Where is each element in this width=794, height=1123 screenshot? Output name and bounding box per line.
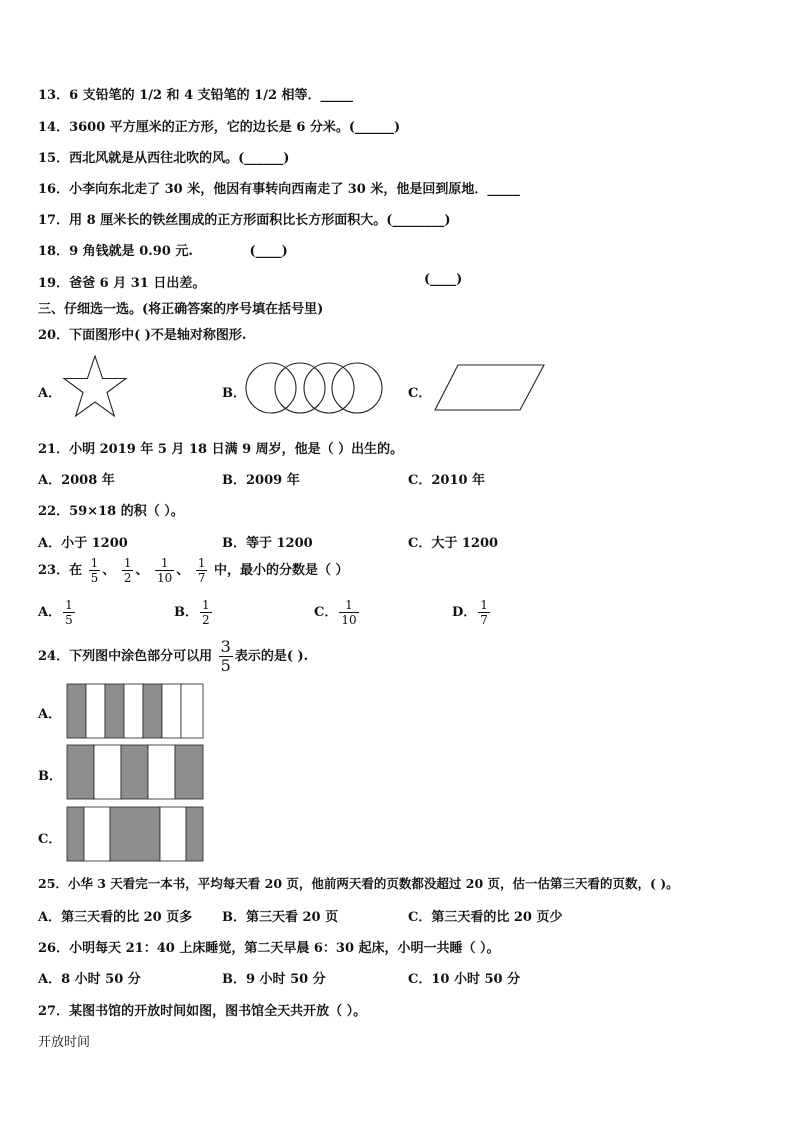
option-label: D．	[452, 605, 477, 620]
fraction-denominator: 2	[202, 613, 210, 627]
fraction-1-2	[122, 556, 134, 585]
option-label: B．	[174, 605, 198, 620]
question-24-stem	[38, 638, 308, 675]
question-19-blank: (____)	[424, 272, 463, 287]
question-20-option-b-label: B．	[222, 386, 246, 401]
question-23-stem	[38, 556, 349, 585]
fraction-denominator: 7	[197, 571, 206, 585]
strip-figure-c	[66, 806, 206, 862]
question-22-option-a: A．小于 1200	[38, 536, 128, 551]
question-23-option-c	[314, 598, 361, 627]
fraction-numerator: 1	[155, 556, 174, 571]
question-26-option-b: B．9 小时 50 分	[222, 972, 326, 987]
fraction-1-7	[196, 556, 208, 585]
fraction-numerator: 1	[197, 556, 206, 570]
question-23-option-b	[174, 598, 214, 627]
question-24-option-c-label: C．	[38, 832, 62, 847]
opening-hours-caption: 开放时间	[38, 1035, 91, 1050]
question-24-option-b-label: B．	[38, 769, 62, 784]
fraction-denominator: 2	[123, 571, 132, 585]
question-16: 16．小李向东北走了 30 米，他因有事转向西南走了 30 米，他是回到原地．_____	[38, 182, 520, 197]
separator: 、	[135, 563, 149, 578]
question-22-stem: 22．59×18 的积（ ）。	[38, 504, 184, 519]
fraction-3-5	[219, 638, 233, 675]
fraction-denominator: 5	[220, 656, 231, 675]
question-21-option-a: A．2008 年	[38, 473, 115, 488]
fraction-denominator: 7	[480, 613, 488, 627]
fraction-1-10	[155, 556, 174, 585]
question-25-option-c: C．第三天看的比 20 页少	[408, 910, 563, 925]
fraction-denominator: 5	[90, 571, 99, 585]
fraction-numerator: 1	[65, 598, 73, 612]
fraction-1-5	[89, 556, 101, 585]
star-figure	[62, 354, 128, 420]
question-24-suffix: 表示的是( ).	[234, 649, 309, 664]
fraction-numerator: 1	[123, 556, 132, 570]
fraction-denominator: 10	[157, 571, 173, 585]
question-20-option-c-label: C．	[408, 386, 432, 401]
question-25-option-b: B．第三天看 20 页	[222, 910, 339, 925]
strip-figure-a	[66, 683, 206, 739]
question-21-stem: 21．小明 2019 年 5 月 18 日满 9 周岁，他是（ ）出生的。	[38, 442, 404, 457]
question-20-stem: 20．下面图形中( )不是轴对称图形.	[38, 328, 247, 343]
fraction-denominator: 5	[65, 613, 73, 627]
question-26-option-a: A．8 小时 50 分	[38, 972, 141, 987]
question-26-stem: 26．小明每天 21：40 上床睡觉，第二天早晨 6：30 起床，小明一共睡（ ）。	[38, 941, 500, 956]
question-27-stem: 27．某图书馆的开放时间如图，图书馆全天共开放（ ）。	[38, 1004, 367, 1019]
option-label: A．	[38, 605, 62, 620]
question-18-text: 18．9 角钱就是 0.90 元.	[38, 244, 193, 259]
four-circles-figure	[244, 362, 384, 414]
question-18	[38, 240, 288, 259]
fraction-numerator: 3	[220, 637, 231, 656]
question-23-prefix: 23．在	[38, 563, 83, 578]
question-23-option-d	[452, 598, 492, 627]
question-25-option-a: A．第三天看的比 20 页多	[38, 910, 193, 925]
parallelogram-figure	[434, 364, 546, 412]
question-23-option-a	[38, 598, 77, 627]
separator: 、	[176, 563, 190, 578]
question-13: 13．6 支铅笔的 1/2 和 4 支铅笔的 1/2 相等．_____	[38, 88, 354, 103]
option-label: C．	[314, 605, 338, 620]
question-22-option-c: C．大于 1200	[408, 536, 499, 551]
fraction-numerator: 1	[202, 598, 210, 612]
question-18-blank: (____)	[249, 244, 288, 259]
question-25-stem: 25．小华 3 天看完一本书，平均每天看 20 页，他前两天看的页数都没超过 20 页，估一估第三天看的页数，( )。	[38, 876, 679, 891]
question-24-prefix: 24．下列图中涂色部分可以用	[38, 649, 213, 664]
question-14: 14．3600 平方厘米的正方形，它的边长是 6 分米。(______)	[38, 120, 401, 135]
fraction-numerator: 1	[480, 598, 488, 612]
fraction-numerator: 1	[339, 598, 358, 613]
question-22-option-b: B．等于 1200	[222, 536, 313, 551]
question-19	[38, 272, 205, 291]
fraction-denominator: 10	[341, 613, 357, 627]
question-19-text: 19．爸爸 6 月 31 日出差。	[38, 276, 206, 291]
question-15: 15．西北风就是从西往北吹的风。(______)	[38, 151, 290, 166]
question-21-option-c: C．2010 年	[408, 473, 486, 488]
question-17: 17．用 8 厘米长的铁丝围成的正方形面积比长方形面积大。(________)	[38, 213, 451, 228]
question-21-option-b: B．2009 年	[222, 473, 300, 488]
separator: 、	[102, 563, 116, 578]
strip-figure-b	[66, 744, 206, 800]
question-20-option-a-label: A．	[38, 386, 62, 401]
question-26-option-c: C．10 小时 50 分	[408, 972, 521, 987]
question-23-suffix: 中，最小的分数是（ ）	[214, 563, 349, 578]
fraction-numerator: 1	[90, 556, 99, 570]
question-24-option-a-label: A．	[38, 707, 62, 722]
section-3-heading: 三、仔细选一选。(将正确答案的序号填在括号里)	[38, 302, 324, 317]
